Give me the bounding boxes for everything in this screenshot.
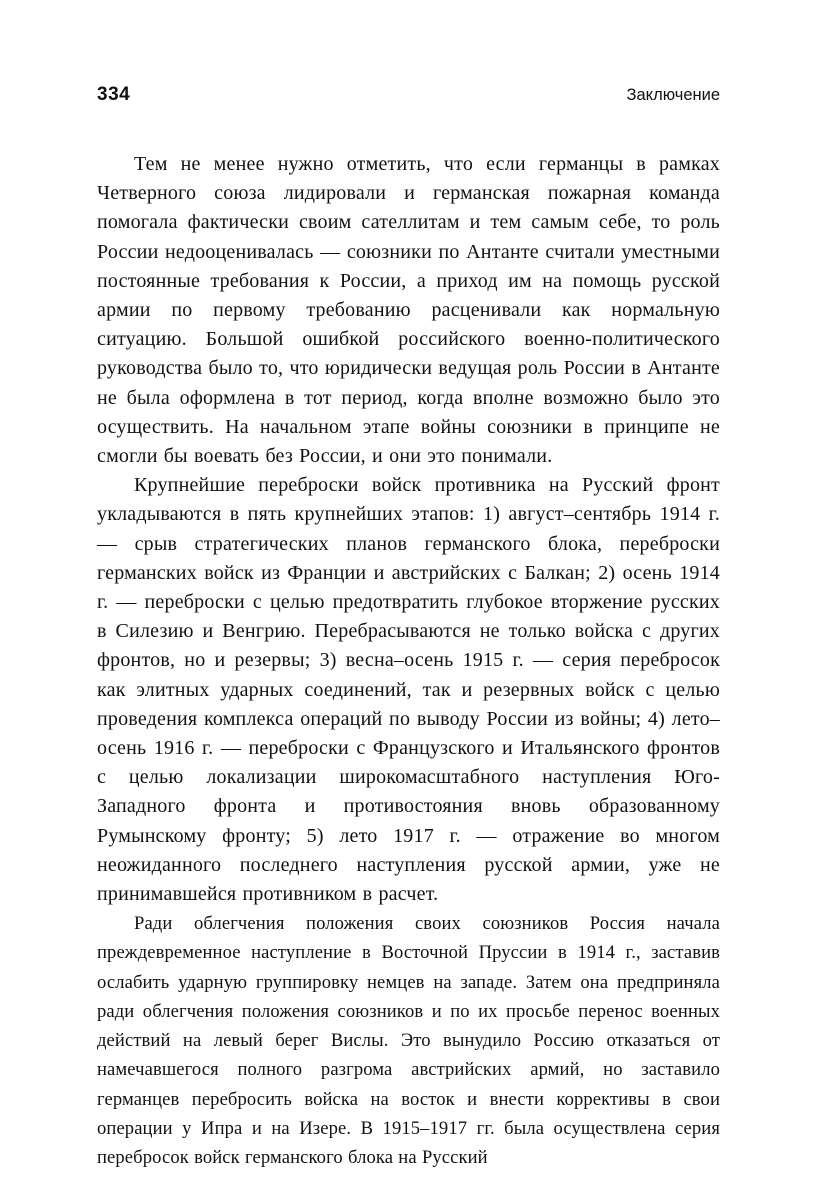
page-number: 334 [97,84,131,105]
section-title: Заключение [626,86,720,104]
paragraph-2: Крупнейшие переброски войск противника на Русский фронт укладываются в пять крупнейших этапов: 1) август–сентябрь 1914 г. — срыв стратегических планов германского блока, переброски германских войск из Франции и австрийских с Балкан; 2) осень 1914 г. — переброски с целью предотвратить глубокое вторжение русских в Силезию и Венгрию. Перебрасываются не только войска с других фронтов, но и резервы; 3) весна–осень 1915 г. — серия перебросок как элитных ударных соединений, так и резервных войск с целью проведения комплекса операций по выводу России из войны; 4) лето–осень 1916 г. — переброски с Французского и Итальянского фронтов с целью локализации широкомасштабного наступления Юго-Западного фронта и противостояния вновь образованному Румынскому фронту; 5) лето 1917 г. — отражение во многом неожиданного последнего наступления русской армии, уже не принимавшейся противником в расчет. [97,474,720,906]
body-text [97,150,720,1172]
paragraph-1: Тем не менее нужно отметить, что если германцы в рамках Четверного союза лидировали и германская пожарная команда помогала фактически своим сателлитам и тем самым себе, то роль России недооценивалась — союзники по Антанте считали уместными постоянные требования к России, а приход им на помощь русской армии по первому требованию расценивали как нормальную ситуацию. Большой ошибкой российского военно-политического руководства было то, что юридически ведущая роль России в Антанте не была оформлена в тот период, когда вполне возможно было это осуществить. На начальном этапе войны союзники в принципе не смогли бы воевать без России, и они это понимали. [97,153,720,468]
paragraph-3: Ради облегчения положения своих союзников Россия начала преждевременное наступление в Восточной Пруссии в 1914 г., заставив ослабить ударную группировку немцев на западе. Затем она предприняла ради облегчения положения союзников и по их просьбе перенос военных действий на левый берег Вислы. Это вынудило Россию отказаться от намечавшегося полного разгрома австрийских армий, но заставило германцев перебросить войска на восток и внести коррективы в свои операции у Ипра и на Изере. В 1915–1917 гг. была осуществлена серия перебросок войск германского блока на Русский [97,913,720,1168]
running-head [97,84,720,106]
